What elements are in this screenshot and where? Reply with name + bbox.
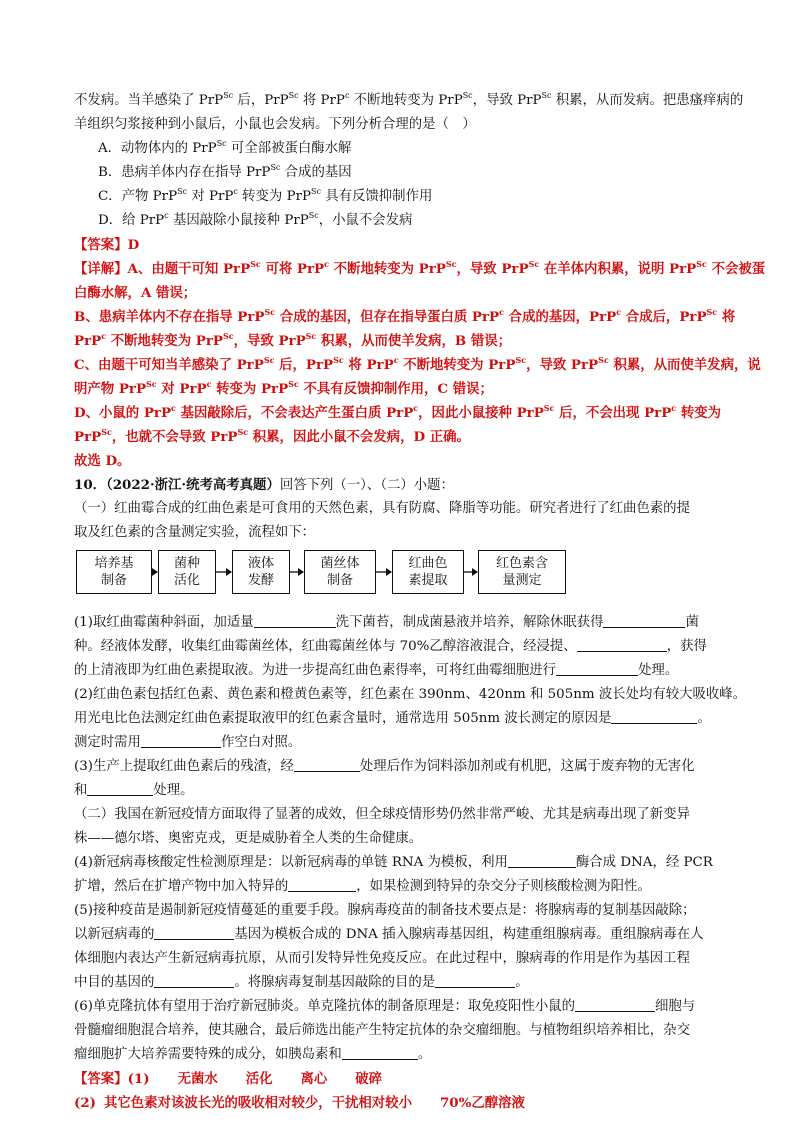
q9-explain-6: 明产物 PrP$^{Sc}$ 对 PrP$^c$ 转变为 PrP$^{Sc}$ 不具有反馈抑制作用，C 错误； [74, 379, 493, 397]
q9-stem-line-1: 不发病。当羊感染了 PrP$^{Sc}$ 后，PrP$^{Sc}$ 将 PrP$^c$ 不断地转变为 PrP$^{Sc}$，导致 PrP$^{Sc}$ 积累，从而发病。把患瘙痒病的 [74, 91, 744, 108]
q10-q6-line-2: 骨髓瘤细胞混合培养，使其融合，最后筛选出能产生特定抗体的杂交瘤细胞。与植物组织培养相比，杂交 [74, 1023, 690, 1038]
q10-q5-line-3: 体细胞内表达产生新冠病毒抗原，从而引发特异性免疫反应。在此过程中，腺病毒的作用是作为基因工程 [74, 951, 690, 966]
q10-part1-line-1: （一）红曲霉合成的红曲色素是可食用的天然色素，具有防腐、降脂等功能。研究者进行了红曲色素的提 [74, 501, 690, 516]
answer-blank[interactable] [141, 733, 221, 748]
q10-q5-line-2: 以新冠病毒的 基因为模板合成的 DNA 插入腺病毒基因组，构建重组腺病毒。重组腺病毒在人 [74, 927, 704, 942]
q9-explain-9: 故选 D。 [74, 453, 131, 469]
answer-blank[interactable] [342, 1045, 418, 1060]
q10-q1-line-1: (1)取红曲霉菌种斜面，加适量 洗下菌苔，制成菌悬液并培养，解除休眠获得 菌 [74, 615, 699, 630]
q9-stem-line-2: 羊组织匀浆接种到小鼠后，小鼠也会发病。下列分析合理的是（ ） [74, 117, 476, 132]
q10-q5-line-4: 中目的基因的 。将腺病毒复制基因敲除的目的是 。 [74, 975, 529, 990]
flow-step-5: 红曲色 素提取 [392, 550, 464, 594]
q9-explain-5: C、由题干可知当羊感染了 PrP$^{Sc}$ 后，PrP$^{Sc}$ 将 PrP$^c$ 不断地转变为 PrP$^{Sc}$，导致 PrP$^{Sc}$ 积累，从而使羊发病，说 [74, 355, 761, 373]
q10-q3-line-1: (3)生产上提取红曲色素后的残渣，经 处理后作为饲料添加剂或有机肥，这属于废弃物的无害化 [74, 759, 695, 774]
q10-source: （2022·浙江·统考高考真题） [106, 477, 280, 493]
flow-step-3: 液体 发酵 [232, 550, 290, 594]
flow-step-2: 菌种 活化 [158, 550, 216, 594]
q10-answer-2: (2) 其它色素对该波长光的吸收相对较少，干扰相对较小 70%乙醇溶液 [74, 1095, 525, 1111]
q10-q4-line-1: (4)新冠病毒核酸定性检测原理是：以新冠病毒的单链 RNA 为模板，利用 酶合成 DNA，经 PCR [74, 855, 713, 870]
q9-option-b[interactable]: B．患病羊体内存在指导 PrP$^{Sc}$ 合成的基因 [98, 163, 352, 180]
q9-explain-8: PrP$^{Sc}$，也就不会导致 PrP$^{Sc}$ 积累，因此小鼠不会发病，D 正确。 [74, 427, 470, 445]
q9-explain-2: 白酶水解，A 错误； [74, 285, 197, 301]
answer-blank[interactable] [603, 613, 685, 628]
q10-q2-line-1: (2)红曲色素包括红色素、黄色素和橙黄色素等，红色素在 390nm、420nm 和 505nm 波长处均有较大吸收峰。 [74, 687, 747, 702]
q9-explain-7: D、小鼠的 PrP$^c$ 基因敲除后，不会表达产生蛋白质 PrP$^c$，因此小鼠接种 PrP$^{Sc}$ 后，不会出现 PrP$^c$ 转变为 [74, 403, 722, 421]
q10-q2-line-3: 测定时需用 作空白对照。 [74, 735, 302, 750]
q10-prompt: 回答下列（一）、（二）小题： [279, 478, 454, 493]
q10-q2-line-2: 用光电比色法测定红曲色素提取液甲的红色素含量时，通常选用 505nm 波长测定的原因是 。 [74, 711, 711, 726]
q9-explain-3: B、患病羊体内不存在指导 PrP$^{Sc}$ 合成的基因，但存在指导蛋白质 PrP$^c$ 合成的基因，PrP$^c$ 合成后，PrP$^{Sc}$ 将 [74, 307, 736, 325]
flow-step-6: 红色素含 量测定 [478, 550, 566, 594]
q9-option-a[interactable]: A．动物体内的 PrP$^{Sc}$ 可全部被蛋白酶水解 [98, 139, 352, 156]
answer-blank[interactable] [288, 877, 356, 892]
q10-q5-line-1: (5)接种疫苗是遏制新冠疫情蔓延的重要手段。腺病毒疫苗的制备技术要点是：将腺病毒的复制基因敲除； [74, 903, 696, 918]
q9-explain-4: PrP$^c$ 不断地转变为 PrP$^{Sc}$，导致 PrP$^{Sc}$ 积累，从而使羊发病，B 错误； [74, 331, 512, 349]
answer-blank[interactable] [294, 757, 360, 772]
answer-label: 【答案】 [74, 237, 128, 253]
flow-step-4: 菌丝体 制备 [304, 550, 376, 594]
q10-number: 10． [74, 477, 107, 493]
q10-q3-line-2: 和 处理。 [74, 783, 194, 798]
flow-step-1: 培养基 制备 [76, 550, 152, 594]
q10-header [74, 474, 734, 496]
q10-q4-line-2: 扩增，然后在扩增产物中加入特异的 ，如果检测到特异的杂交分子则核酸检测为阳性。 [74, 879, 651, 894]
q9-explain-1: 【详解】A、由题干可知 PrP$^{Sc}$ 可将 PrP$^c$ 不断地转变为 PrP$^{Sc}$，导致 PrP$^{Sc}$ 在羊体内积累，说明 PrP$^{Sc}$ 不会被蛋 [74, 259, 766, 277]
answer-blank[interactable] [87, 781, 153, 796]
answer-blank[interactable] [154, 925, 234, 940]
answer-value: D [127, 237, 140, 253]
flow-chart [74, 546, 734, 606]
q10-part2-line-2: 株——德尔塔、奥密克戎，更是威胁着全人类的生命健康。 [74, 831, 423, 846]
answer-blank[interactable] [556, 661, 638, 676]
q9-option-d[interactable]: D．给 PrP$^c$ 基因敲除小鼠接种 PrP$^{Sc}$，小鼠不会发病 [98, 211, 413, 228]
q10-q1-line-2: 种。经液体发酵，收集红曲霉菌丝体，红曲霉菌丝体与 70%乙醇溶液混合，经浸提、 ，获得 [74, 639, 707, 654]
answer-blank[interactable] [575, 997, 655, 1012]
answer-blank[interactable] [154, 973, 234, 988]
q10-q6-line-3: 瘤细胞扩大培养需要特殊的成分，如胰岛素和 。 [74, 1047, 432, 1062]
answer-blank[interactable] [254, 613, 336, 628]
q10-q1-line-3: 的上清液即为红曲色素提取液。为进一步提高红曲色素得率，可将红曲霉细胞进行 处理。 [74, 663, 679, 678]
q10-answer-1: 【答案】(1) 无菌水 活化 离心 破碎 [74, 1071, 383, 1087]
q10-q6-line-1: (6)单克隆抗体有望用于治疗新冠肺炎。单克隆抗体的制备原理是：取免疫阳性小鼠的 细胞与 [74, 999, 696, 1014]
answer-blank[interactable] [435, 973, 515, 988]
q9-option-c[interactable]: C．产物 PrP$^{Sc}$ 对 PrP$^c$ 转变为 PrP$^{Sc}$ 具有反馈抑制作用 [98, 187, 433, 204]
answer-blank[interactable] [508, 853, 576, 868]
q10-part1-line-2: 取及红色素的含量测定实验，流程如下： [74, 525, 316, 540]
answer-blank[interactable] [611, 709, 697, 724]
q9-answer [74, 234, 734, 256]
answer-blank[interactable] [577, 637, 667, 652]
page-content [74, 90, 766, 1116]
q10-part2-line-1: （二）我国在新冠疫情方面取得了显著的成效，但全球疫情形势仍然非常严峻、尤其是病毒出现了新变异 [74, 807, 690, 822]
